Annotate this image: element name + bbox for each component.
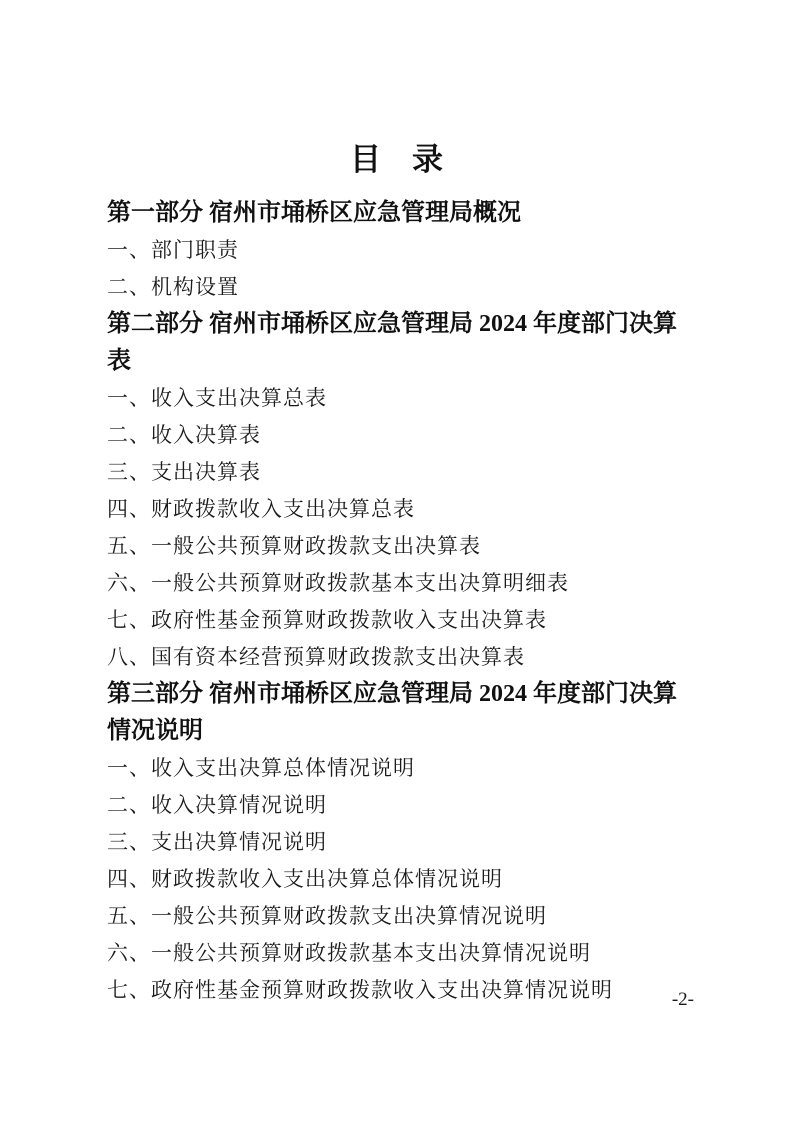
- toc-item: 二、机构设置: [107, 275, 239, 299]
- table-of-contents: [0, 195, 793, 1009]
- toc-item: 一、收入支出决算总体情况说明: [107, 756, 415, 780]
- toc-item: 五、一般公共预算财政拨款支出决算表: [107, 534, 481, 558]
- toc-section: [107, 306, 697, 676]
- section-heading: 第三部分 宿州市埇桥区应急管理局 2024 年度部门决算情况说明: [107, 681, 677, 744]
- section-items: [107, 232, 697, 306]
- toc-item: 三、支出决算表: [107, 460, 261, 484]
- toc-item: 六、一般公共预算财政拨款基本支出决算明细表: [107, 571, 569, 595]
- toc-item: 三、支出决算情况说明: [107, 830, 327, 854]
- section-heading: 第二部分 宿州市埇桥区应急管理局 2024 年度部门决算表: [107, 311, 677, 374]
- page-title: 目 录: [350, 142, 443, 177]
- toc-item: 一、收入支出决算总表: [107, 386, 327, 410]
- toc-item: 七、政府性基金预算财政拨款收入支出决算表: [107, 608, 547, 632]
- toc-item: 四、财政拨款收入支出决算总表: [107, 497, 415, 521]
- section-items: [107, 750, 697, 1009]
- section-items: [107, 380, 697, 676]
- toc-section: [107, 195, 697, 306]
- toc-section: [107, 676, 697, 1009]
- toc-item: 二、收入决算表: [107, 423, 261, 447]
- page-number: -2-: [671, 989, 694, 1010]
- toc-item: 七、政府性基金预算财政拨款收入支出决算情况说明: [107, 978, 613, 1002]
- toc-item: 六、一般公共预算财政拨款基本支出决算情况说明: [107, 941, 591, 965]
- section-heading: 第一部分 宿州市埇桥区应急管理局概况: [107, 200, 521, 226]
- toc-item: 八、国有资本经营预算财政拨款支出决算表: [107, 645, 525, 669]
- toc-item: 四、财政拨款收入支出决算总体情况说明: [107, 867, 503, 891]
- toc-item: 五、一般公共预算财政拨款支出决算情况说明: [107, 904, 547, 928]
- toc-item: 一、部门职责: [107, 238, 239, 262]
- toc-item: 二、收入决算情况说明: [107, 793, 327, 817]
